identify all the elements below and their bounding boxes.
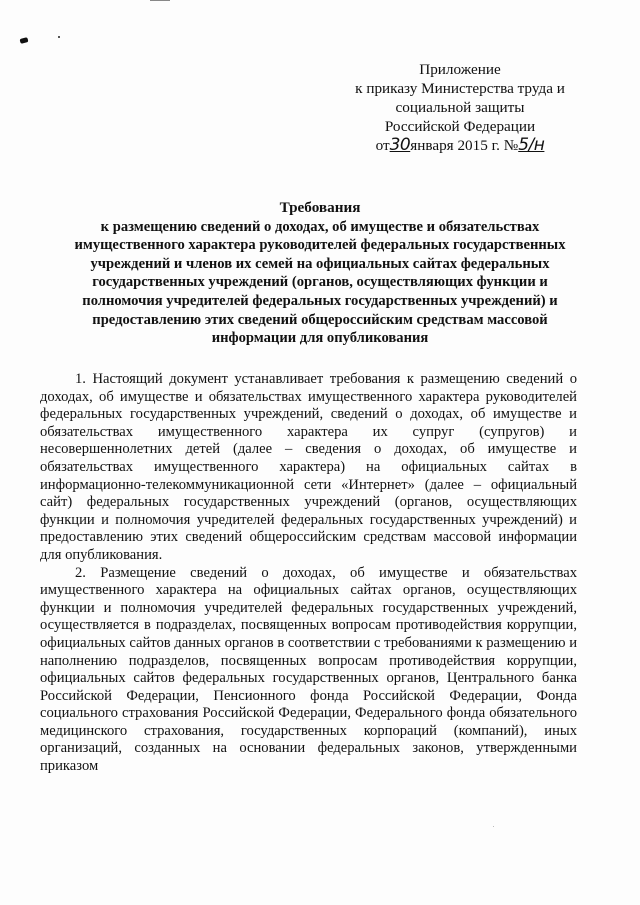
title-line: государственных учреждений (органов, осуществляющих функции и	[92, 274, 548, 291]
appendix-line-2: к приказу Министерства труда и	[355, 80, 565, 97]
date-day-handwritten: 30	[389, 135, 411, 155]
order-number-handwritten: 5/н	[518, 135, 545, 155]
appendix-date-line	[330, 136, 590, 155]
document-body	[40, 371, 577, 776]
title-line: к размещению сведений о доходах, об имуществе и обязательствах	[100, 218, 540, 235]
title-line: имущественного характера руководителей федеральных государственных	[74, 237, 566, 254]
document-title	[40, 199, 600, 348]
appendix-line-3: социальной защиты	[395, 99, 525, 116]
title-line: учреждений и членов их семей на официальных сайтах федеральных	[90, 255, 550, 272]
title-line: полномочия учредителей федеральных государственных учреждений) и	[82, 292, 558, 309]
appendix-line-1: Приложение	[419, 61, 501, 78]
date-prefix: от	[375, 137, 390, 154]
scan-artifact-line	[150, 0, 170, 1]
title-heading: Требования	[279, 199, 361, 216]
appendix-line-4: Российской Федерации	[384, 118, 536, 135]
paragraph-1: 1. Настоящий документ устанавливает требования к размещению сведений о доходах, об имуществе и обязательствах имущественного характера руководителей федеральных государственных учреждений, сведений о доходах, об имуществе и обязательствах имущественного характера их супруг (супругов) и несовершеннолетних детей (далее – сведения о доходах, об имуществе и обязательствах имущественного характера) на официальных сайтах в информационно-телекоммуникационной сети «Интернет» (далее – официальный сайт) федеральных государственных учреждений (органов, осуществляющих функции и полномочия учредителей федеральных государственных учреждений) и предоставлению этих сведений общероссийским средствам массовой информации для опубликования.	[40, 371, 577, 563]
paragraph-2: 2. Размещение сведений о доходах, об имуществе и обязательствах имущественного характера на официальных сайтах органов, осуществляющих функции и полномочия учредителей федеральных государственных учреждений, осуществляется в подразделах, посвященных вопросам противодействия коррупции, официальных сайтов данных органов в соответствии с требованиями к размещению и наполнению подразделов, посвященных вопросам противодействия коррупции, официальных сайтов федеральных государственных органов, Центрального банка Российской Федерации, Пенсионного фонда Российской Федерации, Фонда социального страхования Российской Федерации, Федерального фонда обязательного медицинского страхования, государственных корпораций (компаний), иных организаций, созданных на основании федеральных законов, утвержденными приказом	[40, 564, 577, 775]
title-line: информации для опубликования	[211, 330, 429, 347]
date-rest: января 2015 г. №	[410, 137, 519, 154]
scan-speck	[493, 826, 494, 827]
title-line: предоставлению этих сведений общероссийским средствам массовой	[92, 311, 548, 328]
scan-artifact-mark	[19, 37, 28, 44]
scan-artifact-dot	[58, 36, 60, 38]
appendix-header	[330, 60, 590, 155]
